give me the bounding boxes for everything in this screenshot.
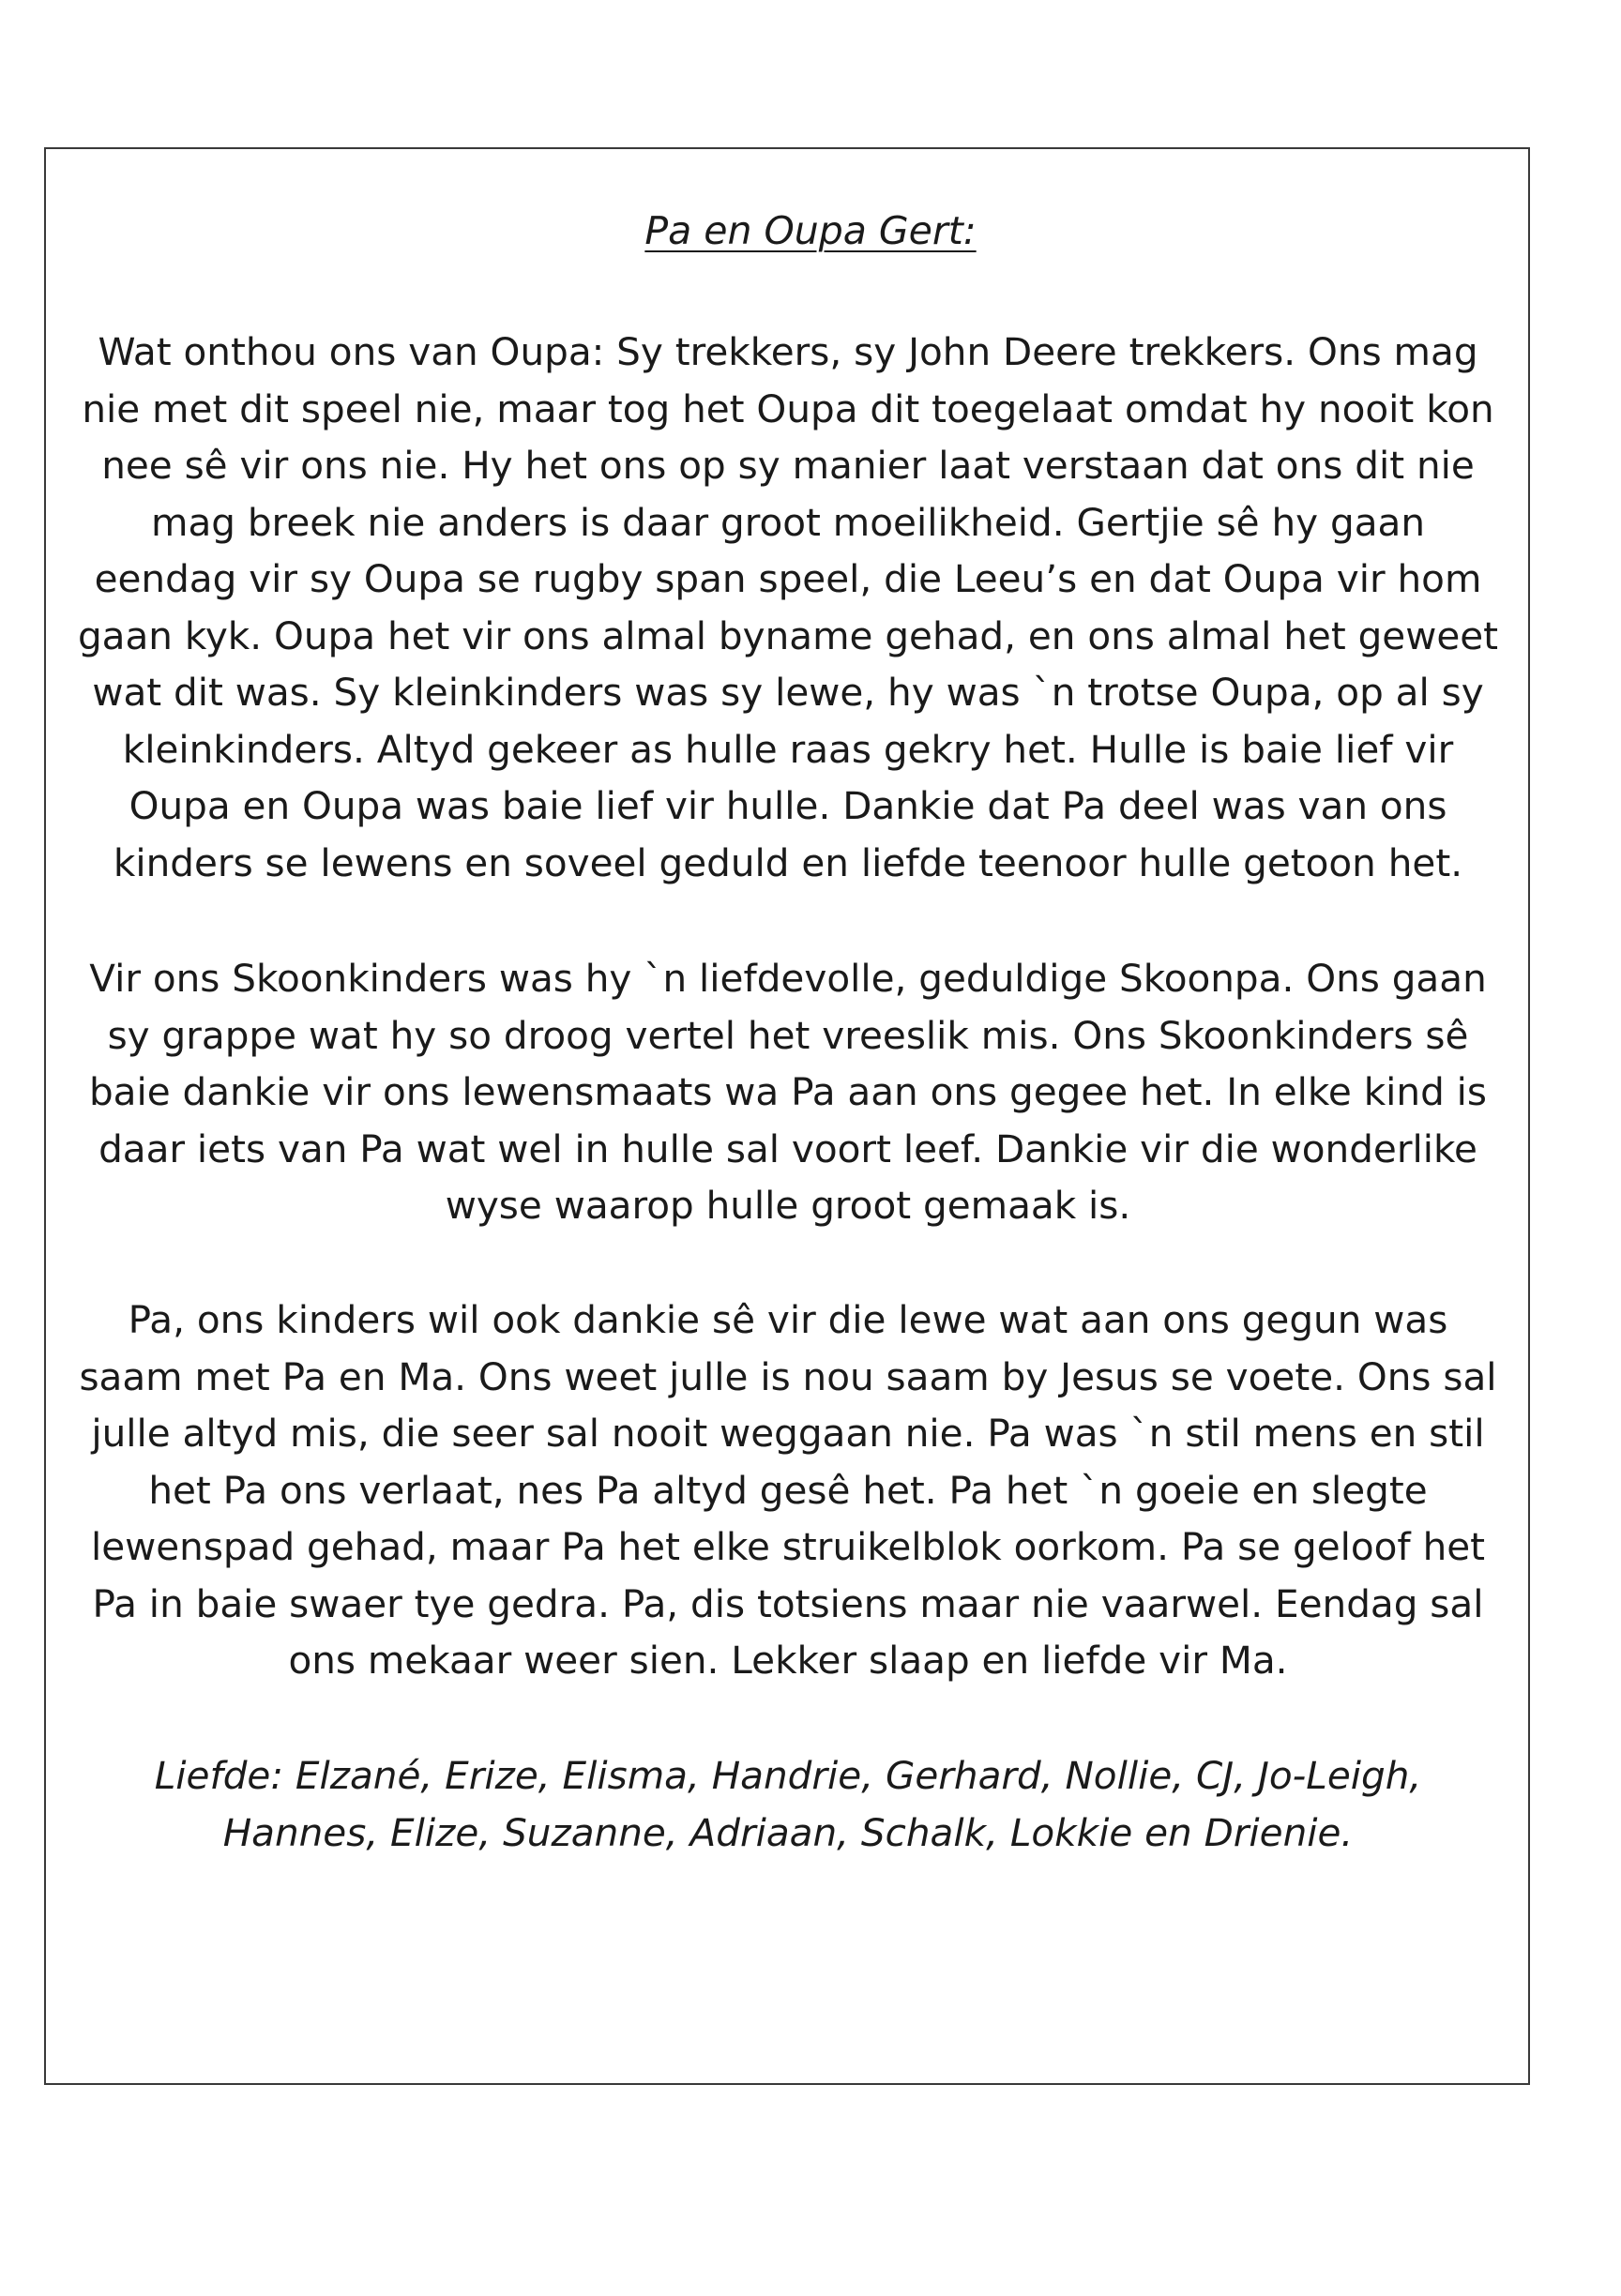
text-line: mag breek nie anders is daar groot moeilikheid. Gertjie sê hy gaan — [151, 499, 1425, 545]
text-line: baie dankie vir ons lewensmaats wa Pa aan ons gegee het. In elke kind is — [88, 1069, 1488, 1114]
text-line: Pa, ons kinders wil ook dankie sê vir die lewe wat aan ons gegun was — [128, 1297, 1448, 1342]
text-line: eendag vir sy Oupa se rugby span speel, die Leeu’s en dat Oupa vir hom — [94, 556, 1482, 601]
text-line: Wat onthou ons van Oupa: Sy trekkers, sy John Deere trekkers. Ons mag — [98, 329, 1478, 374]
paragraph-oupa — [64, 324, 1512, 891]
text-line: wyse waarop hulle groot gemaak is. — [445, 1183, 1131, 1228]
text-line: daar iets van Pa wat wel in hulle sal voort leef. Dankie vir die wonderlike — [98, 1125, 1477, 1171]
text-line: Oupa en Oupa was baie lief vir hulle. Dankie dat Pa deel was van ons — [129, 783, 1447, 828]
text-line: het Pa ons verlaat, nes Pa altyd gesê het. Pa het `n goeie en slegte — [148, 1467, 1428, 1513]
signoff-line: Liefde: Elzané, Erize, Elisma, Handrie, Gerhard, Nollie, CJ, Jo-Leigh, — [154, 1753, 1422, 1798]
paragraph-farewell — [64, 1292, 1512, 1689]
signoff — [64, 1747, 1512, 1861]
text-line: saam met Pa en Ma. Ons weet julle is nou saam by Jesus se voete. Ons sal — [79, 1353, 1497, 1399]
text-line: kleinkinders. Altyd gekeer as hulle raas gekry het. Hulle is baie lief vir — [122, 726, 1454, 772]
text-line: kinders se lewens en soveel geduld en liefde teenoor hulle getoon het. — [113, 839, 1463, 885]
signoff-line: Hannes, Elize, Suzanne, Adriaan, Schalk, Lokkie en Drienie. — [222, 1809, 1354, 1855]
text-line: julle altyd mis, die seer sal nooit weggaan nie. Pa was `n stil mens en stil — [91, 1411, 1485, 1456]
paragraph-skoonkinders — [64, 950, 1512, 1234]
text-line: sy grappe wat hy so droog vertel het vreeslik mis. Ons Skoonkinders sê — [107, 1012, 1469, 1058]
text-line: ons mekaar weer sien. Lekker slaap en liefde vir Ma. — [288, 1638, 1288, 1683]
text-line: lewenspad gehad, maar Pa het elke struikelblok oorkom. Pa se geloof het — [90, 1524, 1486, 1569]
text-line: nee sê vir ons nie. Hy het ons op sy manier laat verstaan dat ons dit nie — [101, 443, 1475, 488]
text-line: Vir ons Skoonkinders was hy `n liefdevolle, geduldige Skoonpa. Ons gaan — [89, 956, 1487, 1001]
text-line: Pa in baie swaer tye gedra. Pa, dis totsiens maar nie vaarwel. Eendag sal — [92, 1580, 1484, 1626]
text-line: nie met dit speel nie, maar tog het Oupa dit toegelaat omdat hy nooit kon — [82, 385, 1494, 431]
text-line: gaan kyk. Oupa het vir ons almal byname gehad, en ons almal het geweet — [77, 612, 1499, 658]
page-title: Pa en Oupa Gert: — [644, 208, 977, 253]
text-line: wat dit was. Sy kleinkinders was sy lewe, hy was `n trotse Oupa, op al sy — [92, 670, 1484, 715]
